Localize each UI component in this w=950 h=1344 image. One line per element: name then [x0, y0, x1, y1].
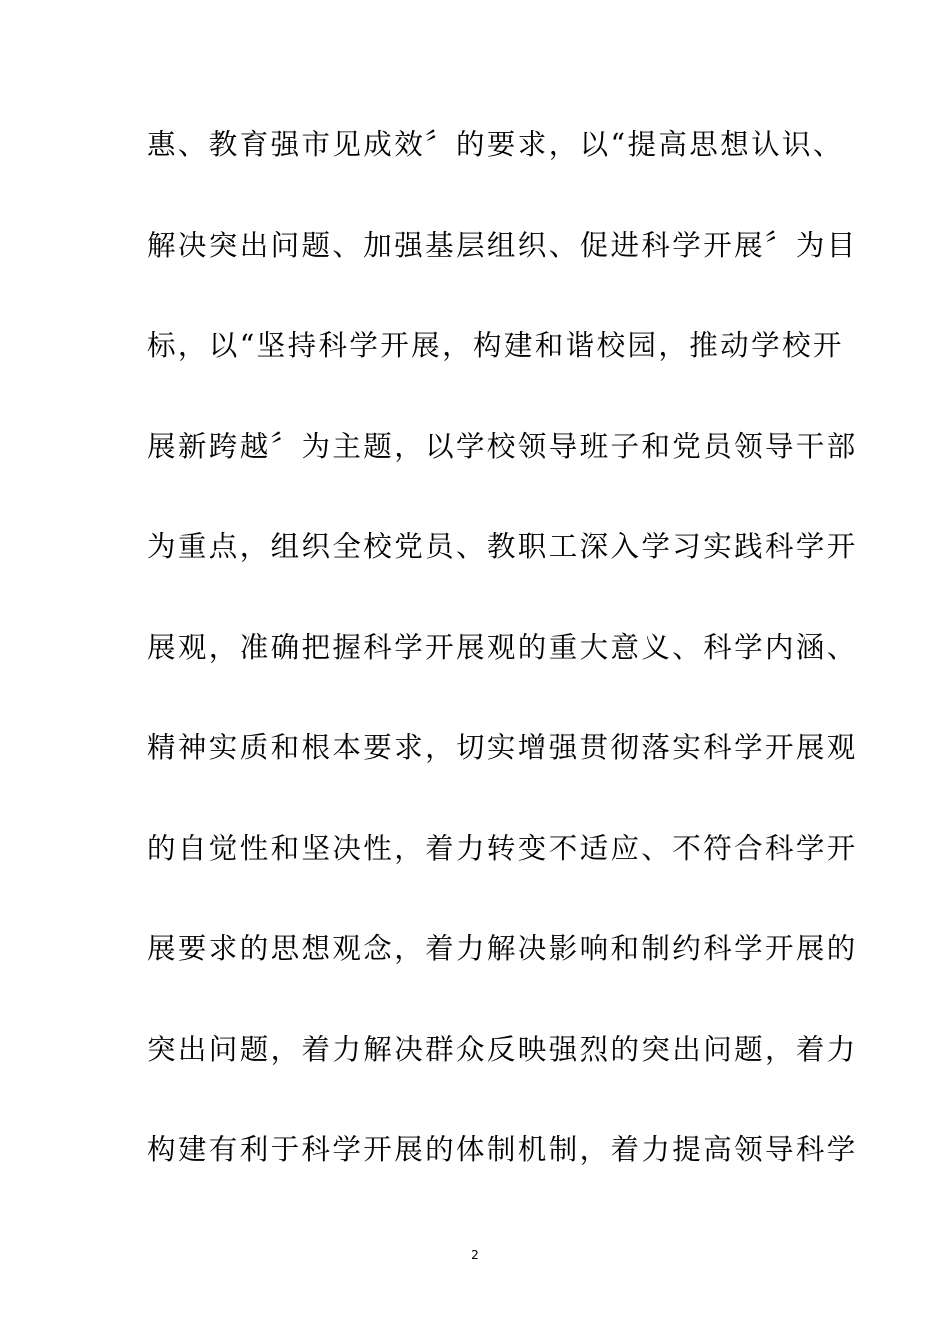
text-line: 展要求的思想观念，着力解决影响和制约科学开展的 — [147, 932, 858, 965]
text-line: 突出问题，着力解决群众反映强烈的突出问题，着力 — [147, 1032, 858, 1066]
text-line: 的自觉性和坚决性，着力转变不适应、不符合科学开 — [147, 831, 858, 865]
text-line: 构建有利于科学开展的体制机制，着力提高领导科学 — [147, 1133, 858, 1166]
body-text — [147, 121, 858, 1227]
text-line: 展观，准确把握科学开展观的重大意义、科学内涵、 — [147, 630, 858, 664]
text-line: 惠、教育强市见成效〞的要求，以“提高思想认识、 — [147, 128, 844, 161]
text-line: 为重点，组织全校党员、教职工深入学习实践科学开 — [147, 530, 858, 563]
text-line: 解决突出问题、加强基层组织、促进科学开展〞为目 — [147, 228, 858, 262]
text-line: 精神实质和根本要求，切实增强贯彻落实科学开展观 — [147, 731, 858, 764]
text-line: 标，以“坚持科学开展，构建和谐校园，推动学校开 — [147, 329, 844, 362]
text-line: 展新跨越〞为主题，以学校领导班子和党员领导干部 — [147, 429, 858, 463]
page-number: 2 — [471, 1248, 479, 1262]
